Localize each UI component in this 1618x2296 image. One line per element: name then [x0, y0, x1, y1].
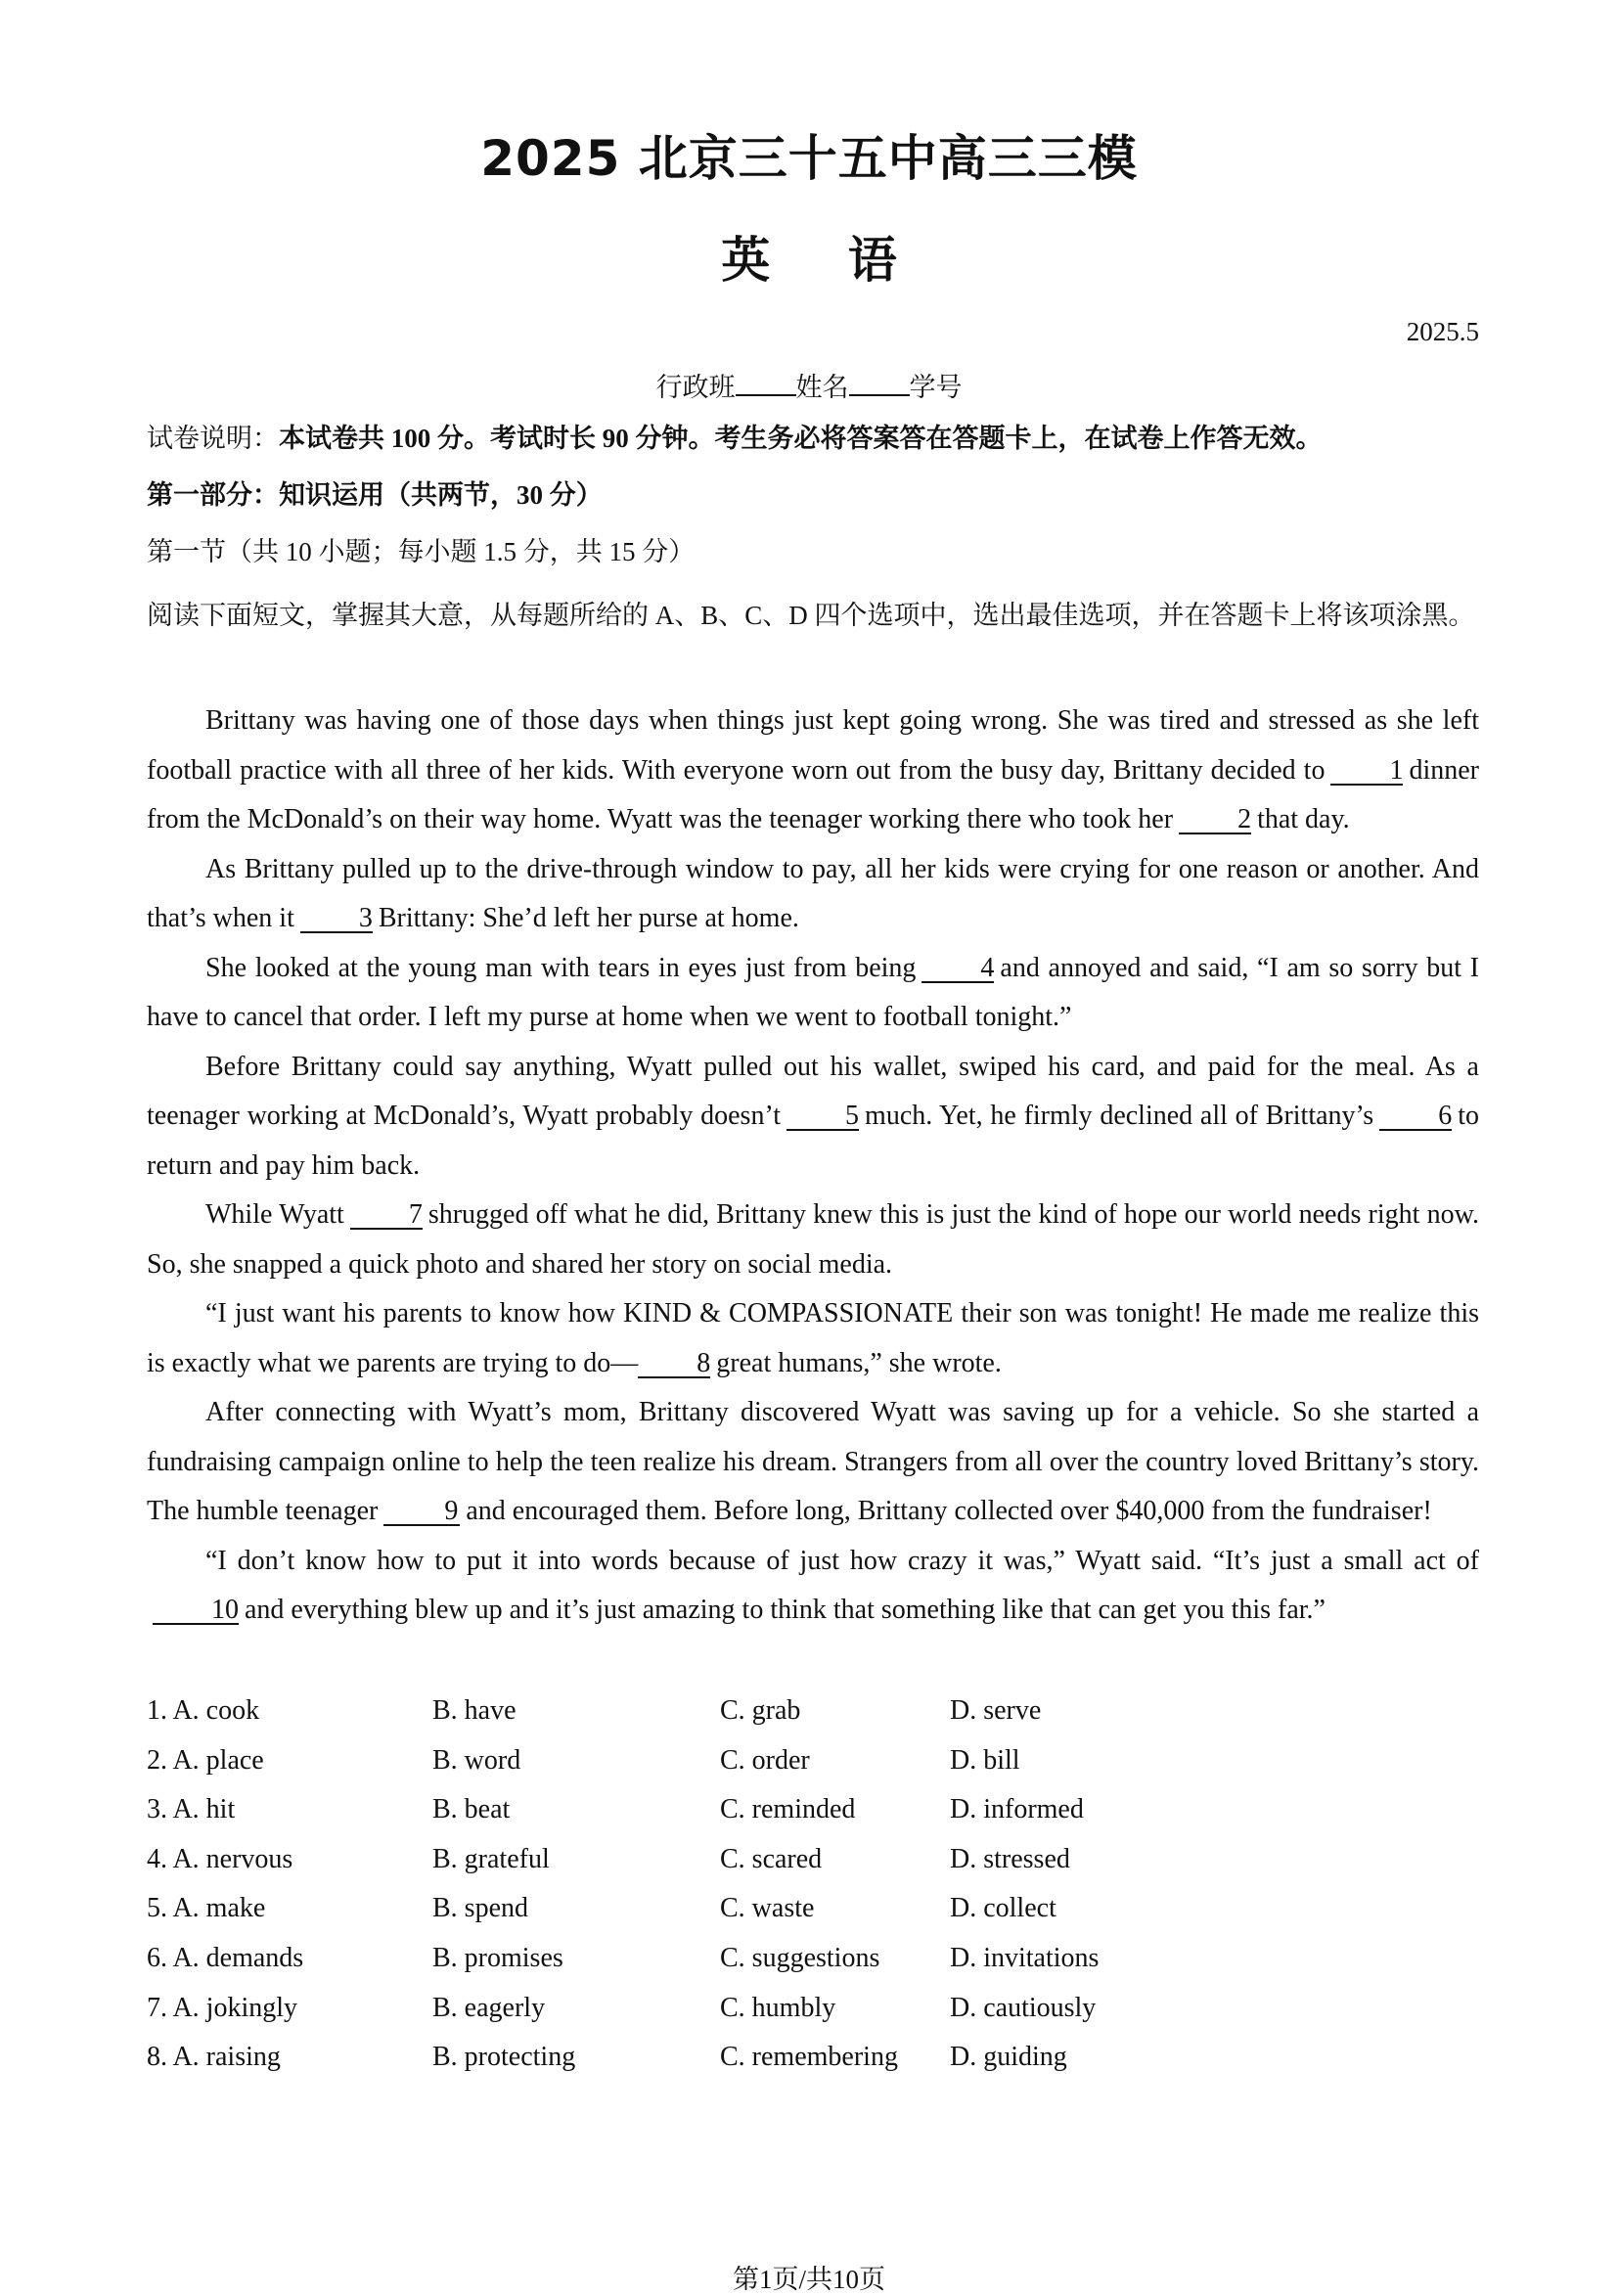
option-d: D. stressed	[950, 1843, 1070, 1874]
instructions-text: 本试卷共 100 分。考试时长 90 分钟。考生务必将答案答在答题卡上，在试卷上作答无效。	[279, 424, 1323, 453]
blank-1: 1	[1330, 758, 1403, 786]
option-d: D. cautiously	[950, 1992, 1097, 2023]
blank-6: 6	[1379, 1103, 1452, 1131]
option-a: 4. A. nervous	[147, 1843, 293, 1874]
option-a: 8. A. raising	[147, 2042, 281, 2073]
part1-heading: 第一部分：知识运用（共两节，30 分）	[147, 480, 603, 510]
option-c: C. scared	[720, 1843, 823, 1874]
option-d: D. serve	[950, 1695, 1042, 1726]
option-row-8	[147, 2042, 1479, 2092]
reading-passage	[147, 697, 1479, 1636]
option-a: 3. A. hit	[147, 1794, 236, 1825]
passage-paragraph-7: After connecting with Wyatt’s mom, Brittany discovered Wyatt was saving up for a vehicle. So she started a fundraising campaign online to help the teen realize his dream. Strangers from all over the country loved Brittany’s story. The humble teenager 9 and encouraged them. Before long, Brittany collected over $40,000 from the fundraiser!	[147, 1397, 1479, 1526]
passage-paragraph-3: She looked at the young man with tears in eyes just from being 4 and annoyed and said, “I am so sorry but I have to cancel that order. I left my purse at home when we went to football tonight.”	[147, 952, 1479, 1032]
option-row-2	[147, 1745, 1479, 1795]
option-row-4	[147, 1844, 1479, 1894]
option-b: B. beat	[432, 1794, 511, 1825]
option-d: D. informed	[950, 1794, 1084, 1825]
option-a: 2. A. place	[147, 1744, 264, 1776]
option-b: B. word	[432, 1744, 521, 1776]
answer-options	[147, 1695, 1479, 2092]
passage-paragraph-8: “I don’t know how to put it into words because of just how crazy it was,” Wyatt said. “It’s just a small act of10 and everything blew up and it’s just amazing to think that something like that can get you this far.”	[147, 1537, 1479, 1636]
blank-7: 7	[350, 1202, 423, 1230]
option-d: D. bill	[950, 1744, 1020, 1776]
option-b: B. spend	[432, 1893, 528, 1924]
blank-4: 4	[921, 956, 994, 983]
blank-10: 10	[153, 1598, 239, 1625]
option-c: C. grab	[720, 1695, 801, 1726]
passage-paragraph-6: “I just want his parents to know how KIND & COMPASSIONATE their son was tonight! He made me realize this is exactly what we parents are trying to do— 8 great humans,” she wrote.	[147, 1298, 1479, 1378]
option-c: C. remembering	[720, 2042, 898, 2073]
passage-paragraph-4: Before Brittany could say anything, Wyatt pulled out his wallet, swiped his card, and paid for the meal. As a teenager working at McDonald’s, Wyatt probably doesn’t 5 much. Yet, he firmly declined all of Brittany’s 6 to return and pay him back.	[147, 1051, 1479, 1181]
passage-paragraph-2: As Brittany pulled up to the drive-through window to pay, all her kids were crying for one reason or another. And that’s when it 3 Brittany: She’d left her purse at home.	[147, 853, 1479, 933]
id-label: 学号	[909, 373, 963, 402]
option-c: C. humbly	[720, 1992, 836, 2023]
class-blank	[736, 371, 796, 396]
subject-title: 英 语	[721, 232, 897, 289]
passage-paragraph-5: While Wyatt 7 shrugged off what he did, Brittany knew this is just the kind of hope our world needs right now. So, she snapped a quick photo and shared her story on social media.	[147, 1199, 1479, 1280]
blank-9: 9	[383, 1499, 460, 1526]
option-c: C. order	[720, 1744, 810, 1776]
option-row-7	[147, 1993, 1479, 2043]
option-b: B. have	[432, 1695, 517, 1726]
option-c: C. suggestions	[720, 1942, 880, 1973]
name-blank	[849, 371, 910, 396]
option-b: B. grateful	[432, 1843, 550, 1874]
option-a: 6. A. demands	[147, 1942, 304, 1973]
page-number: 第1页/共10页	[732, 2265, 885, 2294]
option-d: D. invitations	[950, 1942, 1100, 1973]
option-b: B. protecting	[432, 2042, 576, 2073]
option-row-6	[147, 1943, 1479, 1993]
option-c: C. waste	[720, 1893, 815, 1924]
option-row-5	[147, 1893, 1479, 1943]
passage-paragraph-1: Brittany was having one of those days when things just kept going wrong. She was tired and stressed as she left football practice with all three of her kids. With everyone worn out from the busy day, Brittany decided to 1 dinner from the McDonald’s on their way home. Wyatt was the teenager working there who took her 2 that day.	[147, 705, 1479, 834]
blank-2: 2	[1179, 807, 1251, 834]
exam-date: 2025.5	[1406, 317, 1479, 346]
option-c: C. reminded	[720, 1794, 856, 1825]
option-b: B. promises	[432, 1942, 563, 1973]
directions: 阅读下面短文，掌握其大意，从每题所给的 A、B、C、D 四个选项中，选出最佳选项，并在答题卡上将该项涂黑。	[147, 601, 1475, 630]
option-row-3	[147, 1794, 1479, 1844]
blank-3: 3	[300, 906, 373, 933]
option-b: B. eagerly	[432, 1992, 546, 2023]
blank-5: 5	[787, 1103, 859, 1131]
name-label: 姓名	[795, 373, 849, 402]
instructions	[147, 419, 1479, 458]
option-row-1	[147, 1695, 1479, 1745]
option-a: 7. A. jokingly	[147, 1992, 298, 2023]
section1-heading: 第一节（共 10 小题；每小题 1.5 分，共 15 分）	[147, 537, 696, 566]
instructions-label: 试卷说明：	[147, 424, 279, 453]
option-d: D. collect	[950, 1893, 1056, 1924]
student-info-line	[0, 366, 1618, 404]
option-a: 5. A. make	[147, 1893, 266, 1924]
blank-8: 8	[638, 1351, 710, 1378]
class-label: 行政班	[655, 373, 736, 402]
exam-title: 2025 北京三十五中高三三模	[480, 130, 1138, 187]
option-d: D. guiding	[950, 2042, 1067, 2073]
option-a: 1. A. cook	[147, 1695, 260, 1726]
